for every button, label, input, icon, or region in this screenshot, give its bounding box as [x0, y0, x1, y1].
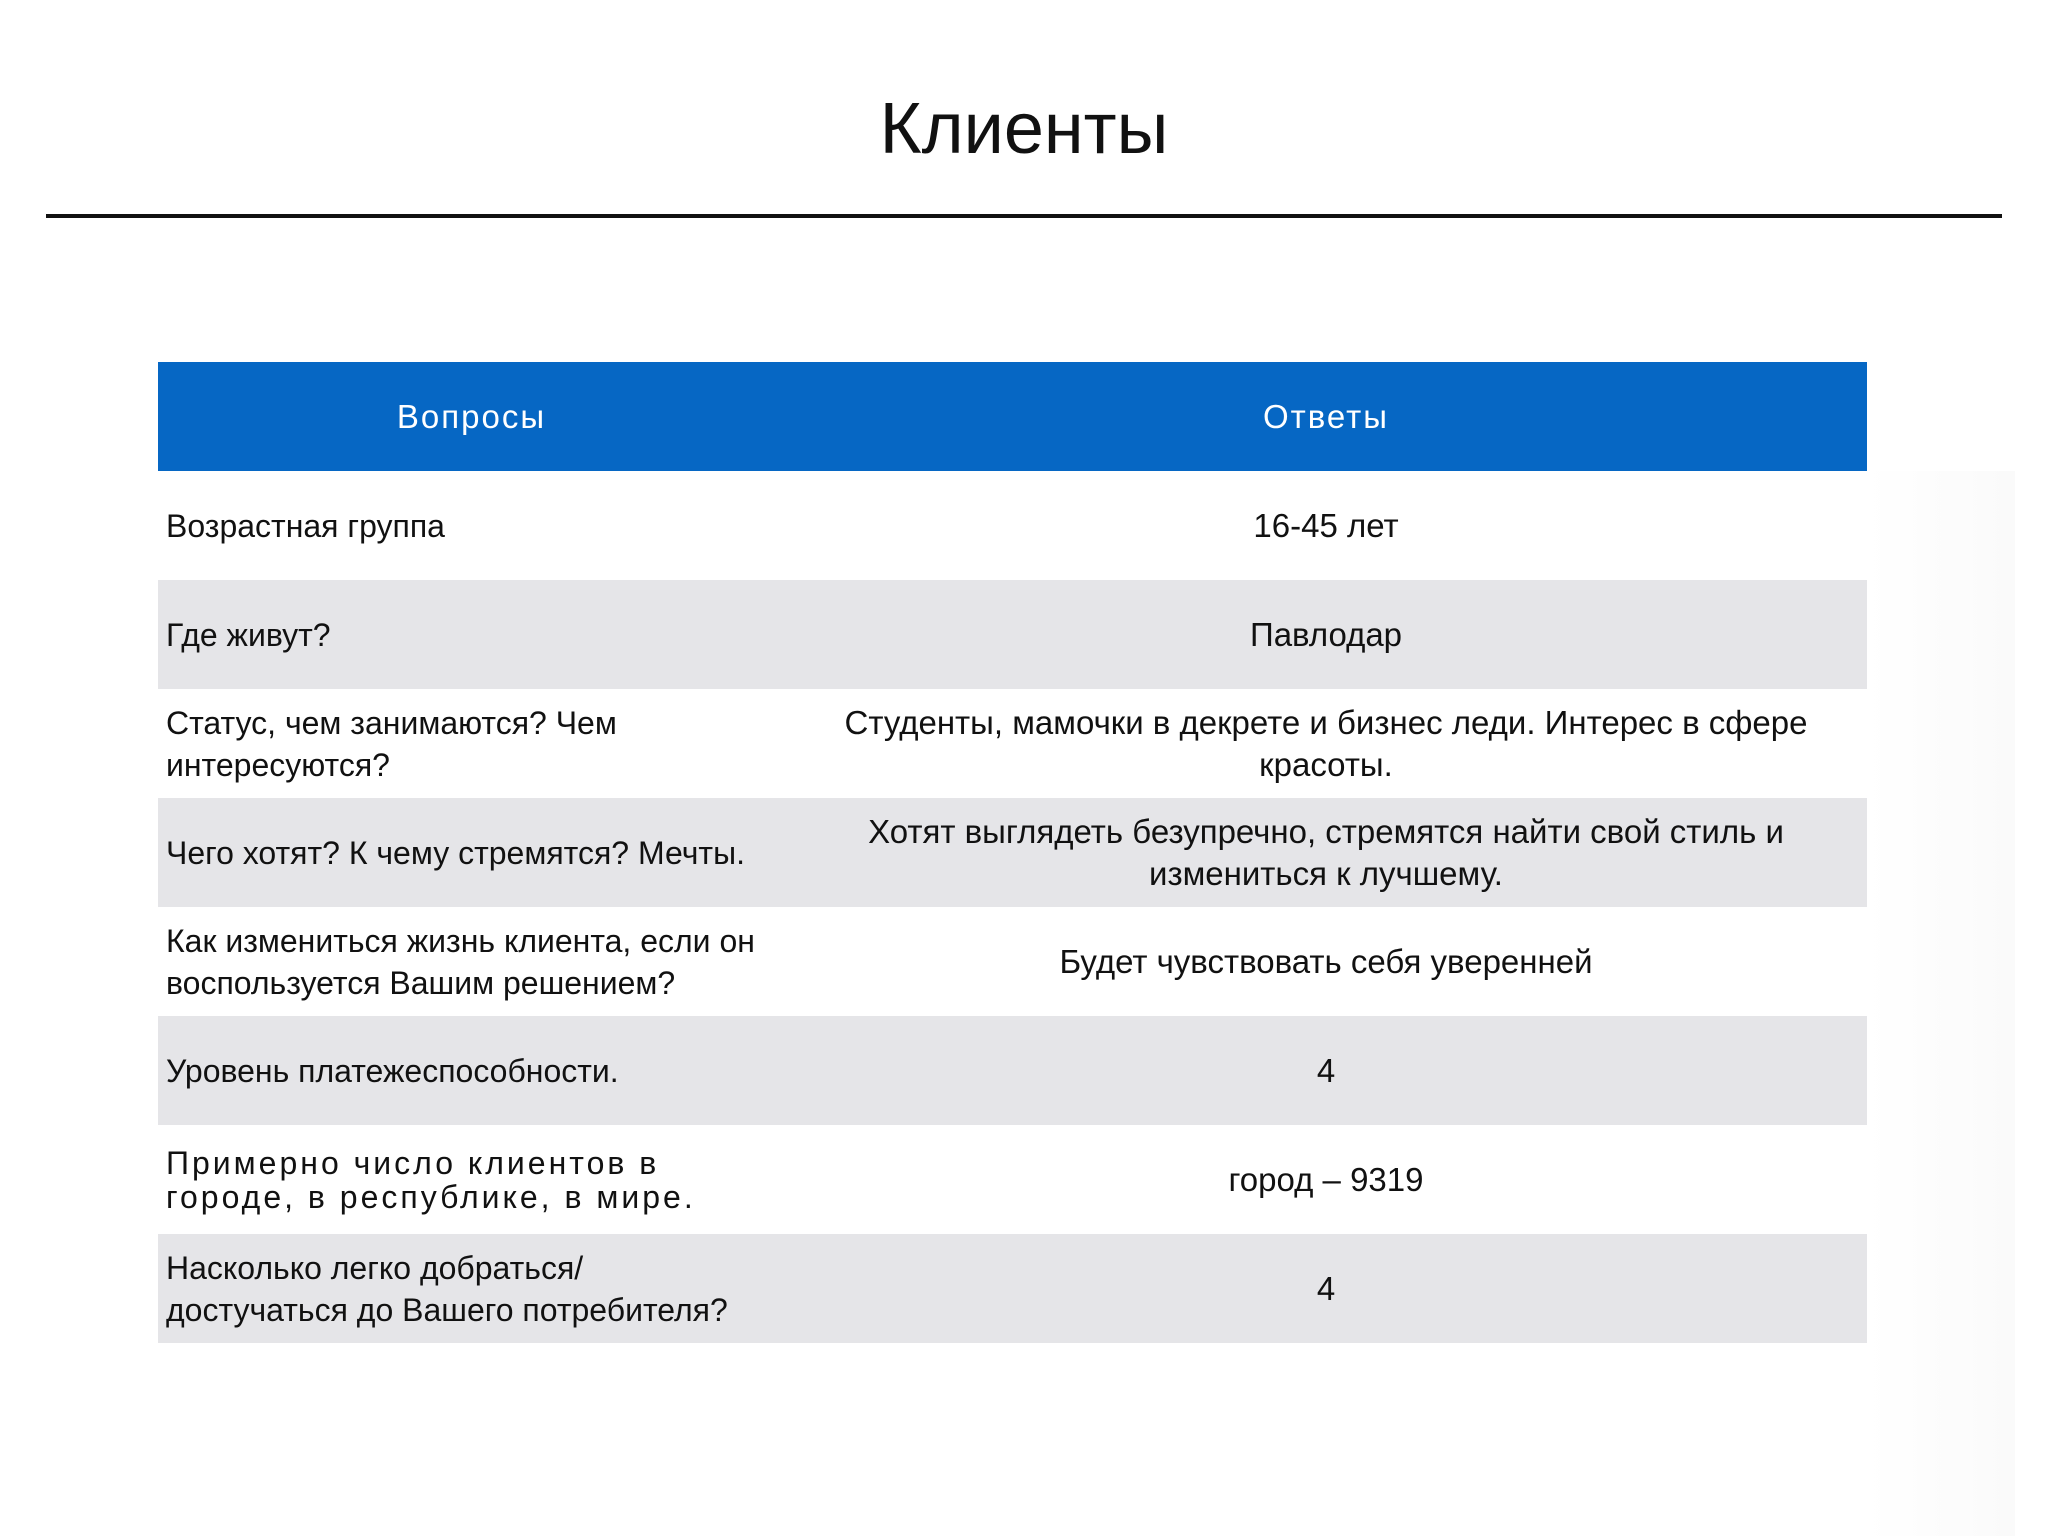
table-row — [158, 798, 1867, 907]
question-cell: Статус, чем занимаются? Чем интересуются? — [166, 704, 617, 783]
table-row — [158, 471, 1867, 580]
table-row — [158, 1125, 1867, 1234]
table-row — [158, 1016, 1867, 1125]
answer-cell: Хотят выглядеть безупречно, стремятся найти свой стиль и измениться к лучшему. — [868, 812, 1784, 892]
answer-cell: 16-45 лет — [1253, 506, 1399, 544]
clients-table — [158, 362, 1867, 1343]
question-cell: Примерно число клиентов в городе, в республике, в мире. — [166, 1144, 696, 1215]
table-row — [158, 580, 1867, 689]
answer-cell: 4 — [1316, 1051, 1336, 1089]
question-cell: Возрастная группа — [166, 507, 445, 544]
background-strip — [1867, 471, 2015, 1536]
answer-cell: 4 — [1316, 1269, 1336, 1307]
table-header-row — [158, 362, 1867, 471]
question-cell: Чего хотят? К чему стремятся? Мечты. — [166, 834, 745, 871]
answer-cell: Павлодар — [1249, 615, 1403, 653]
table-row — [158, 907, 1867, 1016]
header-questions: Вопросы — [396, 397, 547, 435]
header-answers: Ответы — [1262, 397, 1390, 435]
slide-title: Клиенты — [879, 89, 1169, 169]
title-divider — [46, 214, 2002, 218]
question-cell: Уровень платежеспособности. — [166, 1052, 619, 1089]
answer-cell: Будет чувствовать себя уверенней — [1059, 942, 1593, 980]
question-cell: Насколько легко добраться/ достучаться до Вашего потребителя? — [166, 1249, 728, 1328]
table-row — [158, 689, 1867, 798]
table-row — [158, 1234, 1867, 1343]
question-cell: Где живут? — [166, 616, 331, 653]
answer-cell: город – 9319 — [1228, 1160, 1424, 1198]
answer-cell: Студенты, мамочки в декрете и бизнес леди. Интерес в сфере красоты. — [844, 703, 1808, 783]
question-cell: Как измениться жизнь клиента, если он воспользуется Вашим решением? — [166, 922, 755, 1001]
